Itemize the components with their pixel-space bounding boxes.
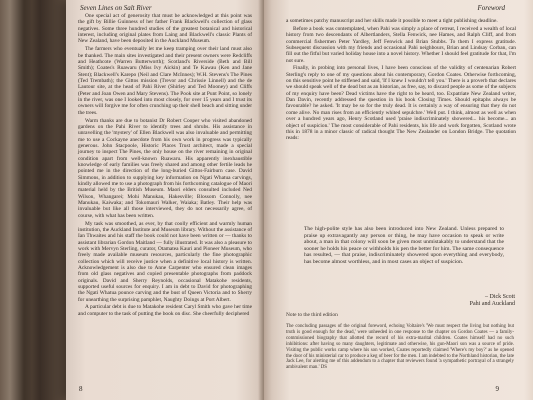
- left-page: [66, 0, 264, 400]
- paragraph: The farmers who eventually let me keep tramping over their land must also be thanked. The main sites investigated and their present owners were Redcliffs and Heathcote (Warren Butterworth); Scotland's Riverside (Beth and Bill Smith); Coates's Ruawaru (Miss Ivy Aickin) and Te Kawau (Ken and Jane Stent); Blackwell's Karepo (Neil and Clare McInnes); W.H. Stevens's The Pines (Ted Trembath); the Gittos mission (Trevor and Chrissie Linnell) and the de Lautour site, at the head of Pahi River (Shirley and Ted Mooney) and Cliffs (Peter and Joan Owen and Mary Stevens). The Pook site at Punt Point, so lonely in the river, was one I looked into most closely, for over 15 years and I trust its owners will forgive me for often crunching up their shell beach and sitting under the trees.: [78, 46, 253, 116]
- page-number: 8: [79, 385, 83, 393]
- right-page: [264, 0, 533, 400]
- quote-text: The high-polite style has also been introduced into New Zealand. Unless prepared to praise up extravagantly any person or thing, he may have occasion to speak or write about, a man in that colony will soon be given most unmistakably to understand that the sooner he holds his peace or withholds his pen the better for him. The same consequence has resulted, — that praise, indiscriminately showered upon everything and everybody, has become almost worthless, and in most cases an object of suspicion.: [304, 226, 504, 265]
- signature-name: – Dick Scott: [485, 294, 515, 300]
- left-body-text: [78, 13, 252, 319]
- paragraph: Warm thanks are due to botanist Dr Robert Cooper who visited abandoned gardens on the Pahi River to identify trees and shrubs. His assistance in unravelling the 'mystery' of Ellen Blackwell was also invaluable and permitting me to use a Cockayne anecdote from his own work in progress was typically generous. John Stacpoole, Historic Places Trust architect, made a special journey to inspect The Pines, the only house on the river remaining in original condition apart from well-known Ruawaru. His apparently inexhaustible knowledge of early families was freely shared and among other fertile leads he pointed me in the direction of the long-buried Gittos-Fairburn case. David Simmons, in addition to supplying key information on Ngati Whatua carvings, kindly allowed me to use a photograph from his forthcoming catalogue of Maori material held by the British Museum. Maori elders consulted included Ned Wilson, Whangarei; Mohi Manukau, Hakesville; Blossom Connolly, nee Manukau, Kaiwaka; and Tokomauri Walker, Waiaka; Batley. Their help was invaluable but like all those interviewed, they do not necessarily agree, of course, with what has been written.: [78, 117, 252, 219]
- paragraph: One special act of generosity that must be acknowledged at this point was the gift by Billie Guinness of her father Frank Blackwell's collection of glass negatives. Some three hundred studies of the greatest botanical and historical interest, including original plates from Laing and Blackwell's classic Plants of New Zealand, have been deposited in the Auckland Museum.: [78, 13, 252, 45]
- block-quote: [304, 226, 504, 266]
- running-head: Foreword: [477, 4, 505, 12]
- note-paragraph: The concluding passages of the original foreword, echoing Voltaire's 'We must respect the living but nothing but truth is good enough for the dead,' were unheeded in one response to the chapter on Gordon Coates — a family-commissioned biography that allotted the record of his extra-marital children. Coates himself had no such inhibitions: after having so many daughters, legitimate and otherwise, his gun-Maori son was a source of pride. Visiting the public works camp where his son worked, Coates reportedly claimed 'Where's my boy?' as he opened the door of his ministerial car to produce a keg of beer for the men. I am indebted to the Northland historian, the late Jack Lee, for alerting me of this addendum to a chapter that reviewers found 'a sympathetic portrayal of a strangely ambivalent man.' DS: [286, 324, 514, 371]
- paragraph: My task was smoothed, as ever, by that coolly efficient and warmly human institution, the Auckland Institute and Museum library. Without the assistance of Ian Thwaites and his staff the book could not have been written or — thanks to assistant librarian Gordon Maitland — fully illustrated. It was also a pleasure to work with Mervyn Sterling, curator, Otamatea Kauri and Pioneer Museum, who freely made available museum resources, particularly the fine photographic collection which will receive justice when a definitive local history is written. Acknowledgement is also due to Anne Carpenter who ensured clean images from old glass negatives and copied presentable photographs from paddock originals. David and Sherry Reynolds, occasional Matakohe residents, supported useful sources for enquiry. I am in debt to David for photographing the Ngati Whatua pounce carving and the bust of Queen Victoria and to Sherry for unearthing the surprising pamphlet, Naughty Doings at Port Albert.: [78, 220, 252, 303]
- signature: [470, 294, 515, 308]
- paragraph: Before a book was contemplated, when Pahi was simply a place of retreat, I received a wealth of local history from two descendants of Albertlanders, Stella Fenwick, nee Hames, and Ralph Cliff, and from commercial fishermen Peter Yardley, Jeff Fenwick and Brian Stubbs. To them I express gratitude. Subsequent discussion with my friends and occasional Pahi neighbours, Brian and Lindsay Corban, can fill out the fitful but varied holiday house into a novel history. Whether I should feel gratitude for that, I'm not sure.: [286, 25, 516, 64]
- right-body-text: [286, 18, 516, 143]
- note-text: [286, 324, 514, 371]
- signature-place: Pahi and Auckland: [469, 301, 515, 307]
- paragraph: A particular debt is due to Matakohe resident Caryl Smith who gave her time and computer to the task of putting the book on disc. She cheerfully deciphered: [78, 304, 252, 317]
- note-heading: Note to the third edition: [286, 312, 338, 318]
- paragraph: Finally, in probing into personal lives, I have been conscious of the validity of centenarian Robert Sterling's reply to one of my questions about his contemporary, Gordon Coates. Otherwise forthcoming, on this sensitive point he stiffened and said, 'If I knew I wouldn't tell you.' There is a proverb that declares we should speak well of the dead but as an historian, as free, say, to discard people as some of the subjects of my enquiry have been? Dead victims have the right to be heard, too. Expatriate New Zealand writer, Dan Davin, recently addressed the question in his book Closing Times. Should epitaphs always be favourable? he asked. 'It may be so for the truly dead. It is certainly a way of ensuring that they do not come alive. No man rises from an efficiently whited sepulchre.' Well put. I think, almost as well as when over a hundred years ago, Henry Scotland used 'praise indiscriminately showered... his become... an object of suspicion.' The most considerable of Pahi residents, his life and work forgotten, Scotland wrote this in 1878 in a minor classic of radical thought The New Zealander on London Bridge. The quotation reads:: [286, 65, 516, 142]
- paragraph: a sometimes patchy manuscript and her skills made it possible to meet a tight publishing deadline.: [286, 18, 498, 24]
- running-head: Seven Lines on Salt River: [80, 4, 152, 12]
- page-number: 9: [495, 385, 499, 393]
